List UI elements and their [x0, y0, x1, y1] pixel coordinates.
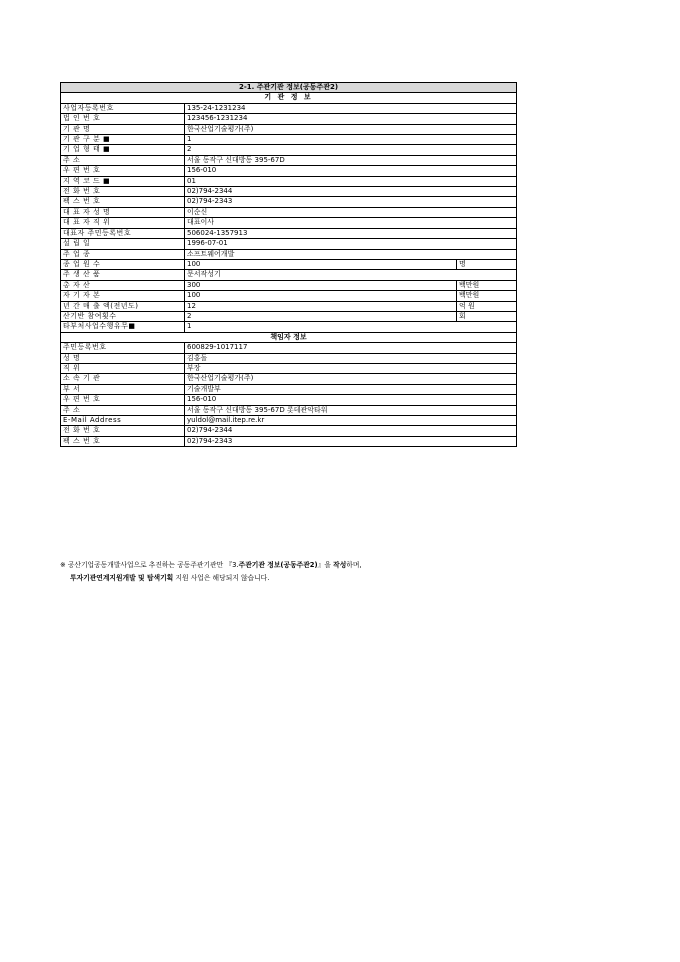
- field-unit: 회: [457, 311, 517, 321]
- field-value: 100: [185, 259, 457, 269]
- table-row: [61, 416, 517, 426]
- table-row: [61, 353, 517, 363]
- field-value: 02)794-2344: [185, 187, 517, 197]
- field-label: 지 역 코 드 ■: [61, 176, 185, 186]
- footnote-line-2: [60, 572, 530, 585]
- field-value: 대표이사: [185, 218, 517, 228]
- field-value: 506024-1357913: [185, 228, 517, 238]
- field-value: 부장: [185, 363, 517, 373]
- field-label: 기 관 명: [61, 124, 185, 134]
- field-unit: 백만원: [457, 291, 517, 301]
- field-label: 대표자 주민등록번호: [61, 228, 185, 238]
- field-value: 156-010: [185, 395, 517, 405]
- field-value: 2: [185, 311, 457, 321]
- field-value: 600829-1017117: [185, 343, 517, 353]
- org-info-sheet: [60, 82, 516, 447]
- field-label: 성 명: [61, 353, 185, 363]
- field-value: 이순신: [185, 207, 517, 217]
- field-value: 2: [185, 145, 517, 155]
- field-label: 기 업 형 태 ■: [61, 145, 185, 155]
- manager-section-header: 책임자 정보: [61, 332, 517, 342]
- field-value: 02)794-2343: [185, 436, 517, 446]
- table-row: [61, 384, 517, 394]
- table-row: [61, 218, 517, 228]
- field-label: 주민등록번호: [61, 343, 185, 353]
- table-row: [61, 405, 517, 415]
- org-section-header-row: [61, 93, 517, 103]
- table-row: [61, 135, 517, 145]
- field-label: E-Mail Address: [61, 416, 185, 426]
- footnote-mid: 』을: [317, 561, 334, 569]
- field-label: 주 생 산 품: [61, 270, 185, 280]
- field-value: 김홍돌: [185, 353, 517, 363]
- field-value: 1: [185, 322, 517, 332]
- table-row: [61, 363, 517, 373]
- field-label: 주 업 종: [61, 249, 185, 259]
- table-row: [61, 270, 517, 280]
- field-unit: 백만원: [457, 280, 517, 290]
- field-value: 100: [185, 291, 457, 301]
- table-row: [61, 249, 517, 259]
- field-label: 법 인 번 호: [61, 114, 185, 124]
- field-value: 문서작성기: [185, 270, 517, 280]
- field-value: 123456-1231234: [185, 114, 517, 124]
- footnote-suffix: 하며,: [346, 561, 362, 569]
- table-row: [61, 426, 517, 436]
- field-value: yuldol@mail.itep.re.kr: [185, 416, 517, 426]
- field-label: 주 소: [61, 405, 185, 415]
- table-title-row: [61, 83, 517, 93]
- table-row: [61, 259, 517, 269]
- table-row: [61, 145, 517, 155]
- manager-section-header-row: [61, 332, 517, 342]
- field-label: 기 관 구 분 ■: [61, 135, 185, 145]
- table-row: [61, 436, 517, 446]
- table-row: [61, 311, 517, 321]
- field-label: 부 서: [61, 384, 185, 394]
- footnote-prefix: ※ 공산기업공동개발사업으로 추진하는 공동주관기관만 『3.: [60, 561, 239, 569]
- field-label: 직 위: [61, 363, 185, 373]
- footnote-line2-rest: 지원 사업은 해당되지 않습니다.: [175, 574, 270, 582]
- field-value: 기술개발부: [185, 384, 517, 394]
- table-row: [61, 395, 517, 405]
- field-label: 전 화 번 호: [61, 426, 185, 436]
- field-value: 1996-07-01: [185, 239, 517, 249]
- table-row: [61, 197, 517, 207]
- table-row: [61, 228, 517, 238]
- table-row: [61, 124, 517, 134]
- field-value: 12: [185, 301, 457, 311]
- field-label: 산기반 참여횟수: [61, 311, 185, 321]
- field-label: 자 기 자 본: [61, 291, 185, 301]
- table-row: [61, 280, 517, 290]
- footnote: [60, 559, 530, 585]
- field-value: 02)794-2343: [185, 197, 517, 207]
- field-value: 한국산업기술평가(주): [185, 374, 517, 384]
- field-label: 우 편 번 호: [61, 395, 185, 405]
- field-label: 대 표 자 성 명: [61, 207, 185, 217]
- org-section-header: 기 관 정 보: [61, 93, 517, 103]
- field-label: 팩 스 번 호: [61, 436, 185, 446]
- table-row: [61, 291, 517, 301]
- field-value: 1: [185, 135, 517, 145]
- table-row: [61, 239, 517, 249]
- field-label: 전 화 번 호: [61, 187, 185, 197]
- field-unit: 명: [457, 259, 517, 269]
- field-label: 총 자 산: [61, 280, 185, 290]
- field-label: 대 표 자 직 위: [61, 218, 185, 228]
- table-row: [61, 103, 517, 113]
- field-value: 156-010: [185, 166, 517, 176]
- field-label: 우 편 번 호: [61, 166, 185, 176]
- table-row: [61, 155, 517, 165]
- field-value: 01: [185, 176, 517, 186]
- table-title: 2-1. 주관기관 정보(공동주관2): [61, 83, 517, 93]
- table-row: [61, 207, 517, 217]
- field-label: 타부처사업수행유무■: [61, 322, 185, 332]
- org-info-table: [60, 82, 517, 447]
- footnote-bold-2: 작성: [333, 561, 347, 569]
- field-label: 팩 스 번 호: [61, 197, 185, 207]
- field-label: 소 속 기 관: [61, 374, 185, 384]
- table-row: [61, 343, 517, 353]
- field-value: 서울 동작구 신대방동 395-67D 롯데관악타워: [185, 405, 517, 415]
- field-value: 300: [185, 280, 457, 290]
- field-label: 사업자등록번호: [61, 103, 185, 113]
- table-row: [61, 374, 517, 384]
- field-value: 한국산업기술평가(주): [185, 124, 517, 134]
- footnote-line2-bold: 투자기관연계지원개발 및 탐색기획: [70, 574, 174, 582]
- footnote-bold-1: 주관기관 정보(공동주관2): [238, 561, 318, 569]
- field-label: 년 간 매 출 액(전년도): [61, 301, 185, 311]
- table-row: [61, 176, 517, 186]
- field-value: 135-24-1231234: [185, 103, 517, 113]
- field-value: 서울 동작구 신대방동 395-67D: [185, 155, 517, 165]
- field-value: 02)794-2344: [185, 426, 517, 436]
- field-value: 소프트웨어개발: [185, 249, 517, 259]
- table-row: [61, 114, 517, 124]
- field-unit: 억 원: [457, 301, 517, 311]
- field-label: 주 소: [61, 155, 185, 165]
- table-row: [61, 301, 517, 311]
- field-label: 설 립 일: [61, 239, 185, 249]
- footnote-line-1: [60, 559, 530, 572]
- table-row: [61, 322, 517, 332]
- table-row: [61, 166, 517, 176]
- table-row: [61, 187, 517, 197]
- field-label: 종 업 원 수: [61, 259, 185, 269]
